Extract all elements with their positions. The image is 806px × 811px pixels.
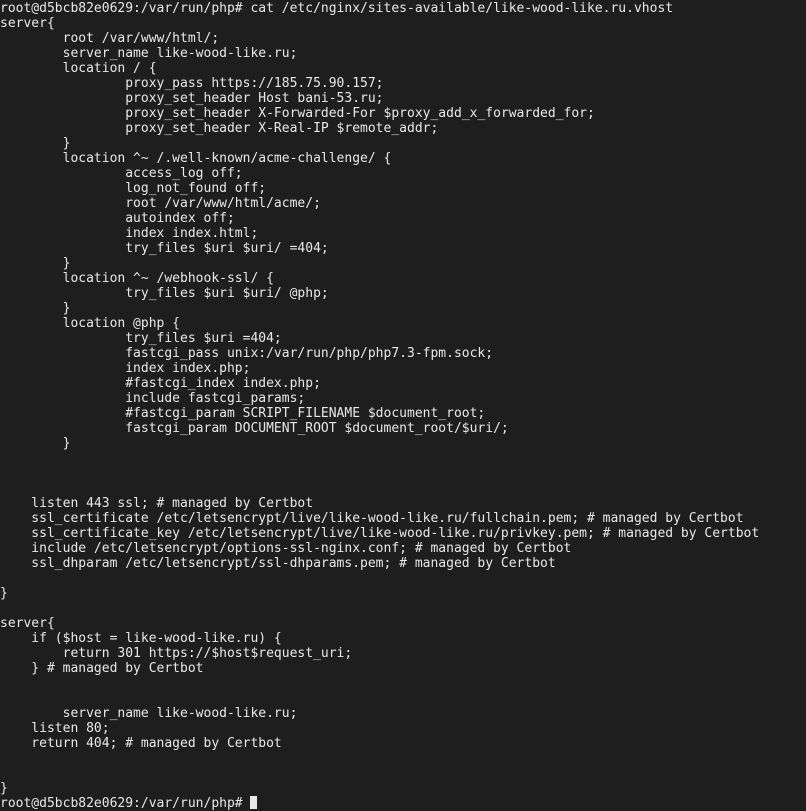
terminal-line: ssl_certificate /etc/letsencrypt/live/like-wood-like.ru/fullchain.pem; # managed by Certbot [0,511,744,526]
terminal-line: listen 443 ssl; # managed by Certbot [0,496,314,511]
terminal-line: try_files $uri $uri/ =404; [0,241,329,256]
terminal-line [0,451,759,466]
terminal-prompt-line[interactable] [0,796,759,811]
terminal-output [0,1,759,811]
terminal-line: include fastcgi_params; [0,391,306,406]
terminal-line: proxy_set_header Host bani-53.ru; [0,91,384,106]
terminal-line: } [0,436,71,451]
terminal-line: } [0,136,71,151]
terminal-line [0,766,759,781]
terminal-line: fastcgi_param DOCUMENT_ROOT $document_root/$uri/; [0,421,509,436]
terminal-line: location ^~ /webhook-ssl/ { [0,271,274,286]
terminal-line: return 404; # managed by Certbot [0,736,282,751]
terminal-line: } [0,781,8,796]
terminal-line: location @php { [0,316,181,331]
terminal-line: location / { [0,61,157,76]
terminal-line: } [0,301,71,316]
terminal-line: index index.php; [0,361,251,376]
terminal-line [0,691,759,706]
terminal-line: server_name like-wood-like.ru; [0,706,298,721]
terminal-line [0,676,759,691]
terminal-line: root /var/www/html/; [0,31,220,46]
terminal-line: root@d5bcb82e0629:/var/run/php# cat /etc/nginx/sites-available/like-wood-like.ru.vhost [0,1,674,16]
terminal-line [0,751,759,766]
terminal-line: access_log off; [0,166,243,181]
terminal-line: try_files $uri =404; [0,331,282,346]
terminal-prompt: root@d5bcb82e0629:/var/run/php# [0,796,251,811]
terminal-line: return 301 https://$host$request_uri; [0,646,353,661]
terminal-line: #fastcgi_index index.php; [0,376,321,391]
terminal-line [0,466,759,481]
terminal-line: server{ [0,616,55,631]
terminal-line: proxy_pass https://185.75.90.157; [0,76,384,91]
terminal-line: proxy_set_header X-Forwarded-For $proxy_add_x_forwarded_for; [0,106,595,121]
terminal-line: listen 80; [0,721,110,736]
terminal-line [0,571,759,586]
terminal-line: log_not_found off; [0,181,267,196]
terminal-line [0,601,759,616]
terminal-line: root /var/www/html/acme/; [0,196,321,211]
terminal-line: fastcgi_pass unix:/var/run/php/php7.3-fpm.sock; [0,346,494,361]
terminal-line: ssl_certificate_key /etc/letsencrypt/live/like-wood-like.ru/privkey.pem; # managed by Certbot [0,526,760,541]
terminal-line: } # managed by Certbot [0,661,204,676]
terminal-line: ssl_dhparam /etc/letsencrypt/ssl-dhparams.pem; # managed by Certbot [0,556,556,571]
terminal-line [0,481,759,496]
terminal-line: server{ [0,16,55,31]
terminal-line: autoindex off; [0,211,235,226]
terminal-line: location ^~ /.well-known/acme-challenge/ { [0,151,392,166]
terminal-line: if ($host = like-wood-like.ru) { [0,631,282,646]
cursor [250,796,257,809]
terminal-line: include /etc/letsencrypt/options-ssl-nginx.conf; # managed by Certbot [0,541,572,556]
terminal-line: server_name like-wood-like.ru; [0,46,298,61]
terminal-line: proxy_set_header X-Real-IP $remote_addr; [0,121,439,136]
terminal-line: try_files $uri $uri/ @php; [0,286,329,301]
terminal-line: } [0,586,8,601]
terminal-line: #fastcgi_param SCRIPT_FILENAME $document_root; [0,406,486,421]
terminal-line: } [0,256,71,271]
terminal-line: index index.html; [0,226,259,241]
